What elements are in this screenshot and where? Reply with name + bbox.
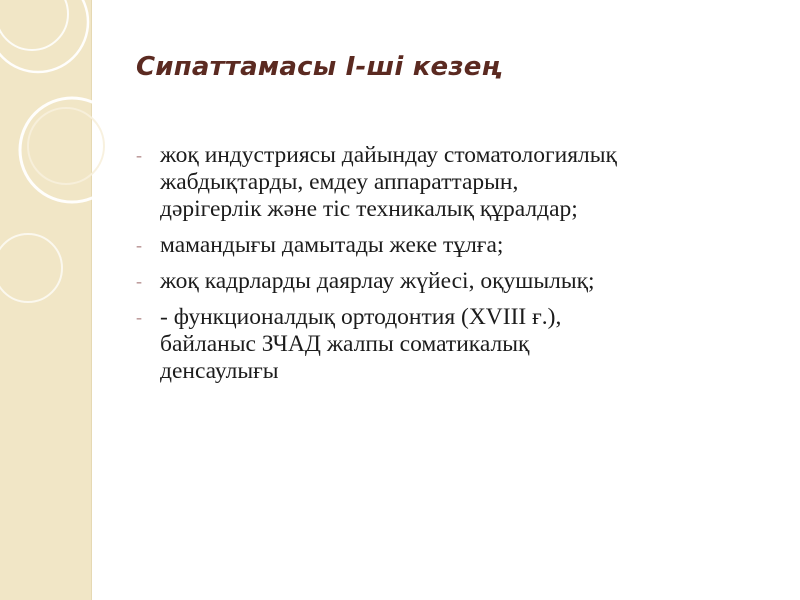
bullet-item	[136, 142, 776, 223]
bullet-marker: -	[136, 307, 142, 327]
bullet-line: дәрігерлік және тіс техникалық құралдар;	[160, 196, 578, 222]
bullet-item	[136, 232, 776, 259]
slide-title: Сипаттамасы І-ші кезең	[136, 52, 500, 82]
bullet-marker: -	[136, 235, 142, 255]
bullet-line: байланыс ЗЧАД жалпы соматикалық	[160, 331, 530, 357]
bullet-line: жабдықтарды, емдеу аппараттарын,	[160, 169, 519, 195]
bullet-line: мамандығы дамытады жеке тұлға;	[160, 232, 504, 258]
bullet-line: жоқ индустриясы дайындау стоматологиялық	[160, 142, 617, 168]
decorative-circles	[0, 0, 140, 320]
bullet-marker: -	[136, 145, 142, 165]
bullet-item	[136, 304, 776, 385]
bullet-line: жоқ кадрларды даярлау жүйесі, оқушылық;	[160, 268, 595, 294]
bullet-item	[136, 268, 776, 295]
bullet-marker: -	[136, 271, 142, 291]
bullet-line: денсаулығы	[160, 358, 279, 384]
decorative-side-panel	[0, 0, 92, 600]
bullet-line: - функционалдық ортодонтия (XVIII ғ.),	[160, 304, 562, 330]
bullet-list	[136, 142, 776, 394]
